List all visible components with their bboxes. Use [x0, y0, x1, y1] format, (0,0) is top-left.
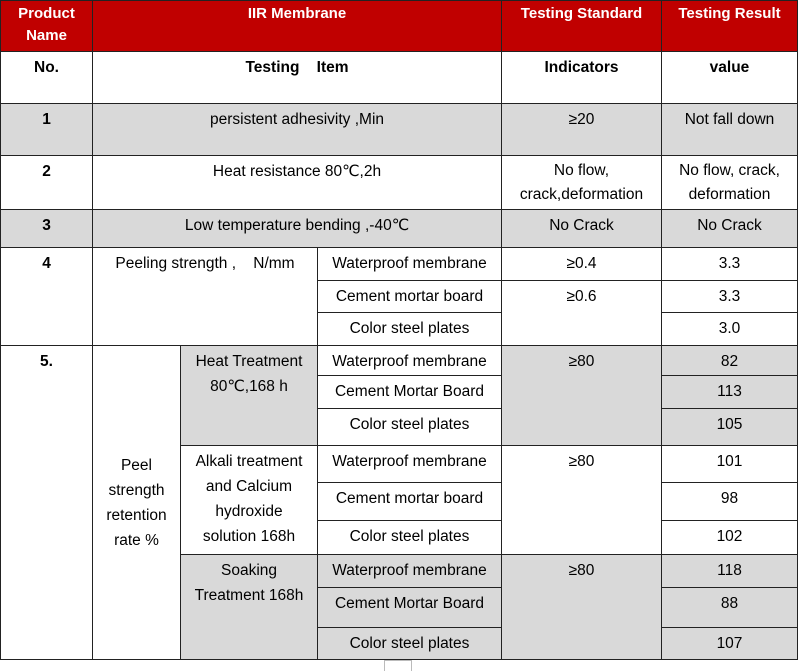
- sub-value: 3.0: [662, 313, 798, 346]
- row-test-item: Peeling strength , N/mm: [93, 248, 318, 346]
- treatment-label: Heat Treatment 80℃,168 h: [181, 346, 318, 446]
- sub-item-label: Waterproof membrane: [318, 248, 502, 281]
- sub-value: 98: [662, 483, 798, 521]
- table-resize-handle[interactable]: [384, 660, 412, 671]
- header-product-name: Product Name: [0, 0, 93, 52]
- treatment-label: Alkali treatment and Calcium hydroxide solution 168h: [181, 446, 318, 555]
- row-number: 3: [0, 210, 93, 248]
- subheader-value: value: [662, 52, 798, 104]
- sub-item-label: Cement mortar board: [318, 483, 502, 521]
- row-value: No flow, crack, deformation: [662, 156, 798, 210]
- row-test-item: Low temperature bending ,-40℃: [93, 210, 502, 248]
- sub-item-label: Color steel plates: [318, 409, 502, 446]
- sub-indicator: ≥80: [502, 446, 662, 555]
- sub-value: 3.3: [662, 281, 798, 313]
- sub-value: 113: [662, 376, 798, 409]
- sub-item-label: Waterproof membrane: [318, 346, 502, 376]
- sub-item-label: Cement mortar board: [318, 281, 502, 313]
- sub-item-label: Waterproof membrane: [318, 555, 502, 588]
- row-test-item: Peel strength retention rate %: [93, 346, 181, 660]
- subheader-no: No.: [0, 52, 93, 104]
- row-indicator: No Crack: [502, 210, 662, 248]
- row-test-item: persistent adhesivity ,Min: [93, 104, 502, 156]
- sub-indicator: ≥0.4: [502, 248, 662, 281]
- row-test-item: Heat resistance 80℃,2h: [93, 156, 502, 210]
- subheader-testing-item: Testing Item: [93, 52, 502, 104]
- row-number: 1: [0, 104, 93, 156]
- sub-value: 88: [662, 588, 798, 628]
- sub-indicator: ≥80: [502, 555, 662, 660]
- header-iir-membrane: IIR Membrane: [93, 0, 502, 52]
- row-number: 5.: [0, 346, 93, 660]
- sub-value: 105: [662, 409, 798, 446]
- sub-item-label: Waterproof membrane: [318, 446, 502, 483]
- sub-item-label: Cement Mortar Board: [318, 588, 502, 628]
- sub-value: 107: [662, 628, 798, 660]
- row-indicator: No flow, crack,deformation: [502, 156, 662, 210]
- row-number: 2: [0, 156, 93, 210]
- header-testing-standard: Testing Standard: [502, 0, 662, 52]
- sub-item-label: Color steel plates: [318, 628, 502, 660]
- sub-value: 82: [662, 346, 798, 376]
- sub-value: 118: [662, 555, 798, 588]
- row-value: No Crack: [662, 210, 798, 248]
- subheader-indicators: Indicators: [502, 52, 662, 104]
- sub-indicator: ≥80: [502, 346, 662, 446]
- sub-item-label: Color steel plates: [318, 521, 502, 555]
- sub-indicator: ≥0.6: [502, 281, 662, 346]
- treatment-label: Soaking Treatment 168h: [181, 555, 318, 660]
- sub-item-label: Color steel plates: [318, 313, 502, 346]
- header-testing-result: Testing Result: [662, 0, 798, 52]
- sub-value: 3.3: [662, 248, 798, 281]
- sub-item-label: Cement Mortar Board: [318, 376, 502, 409]
- sub-value: 102: [662, 521, 798, 555]
- row-value: Not fall down: [662, 104, 798, 156]
- row-number: 4: [0, 248, 93, 346]
- sub-value: 101: [662, 446, 798, 483]
- row-indicator: ≥20: [502, 104, 662, 156]
